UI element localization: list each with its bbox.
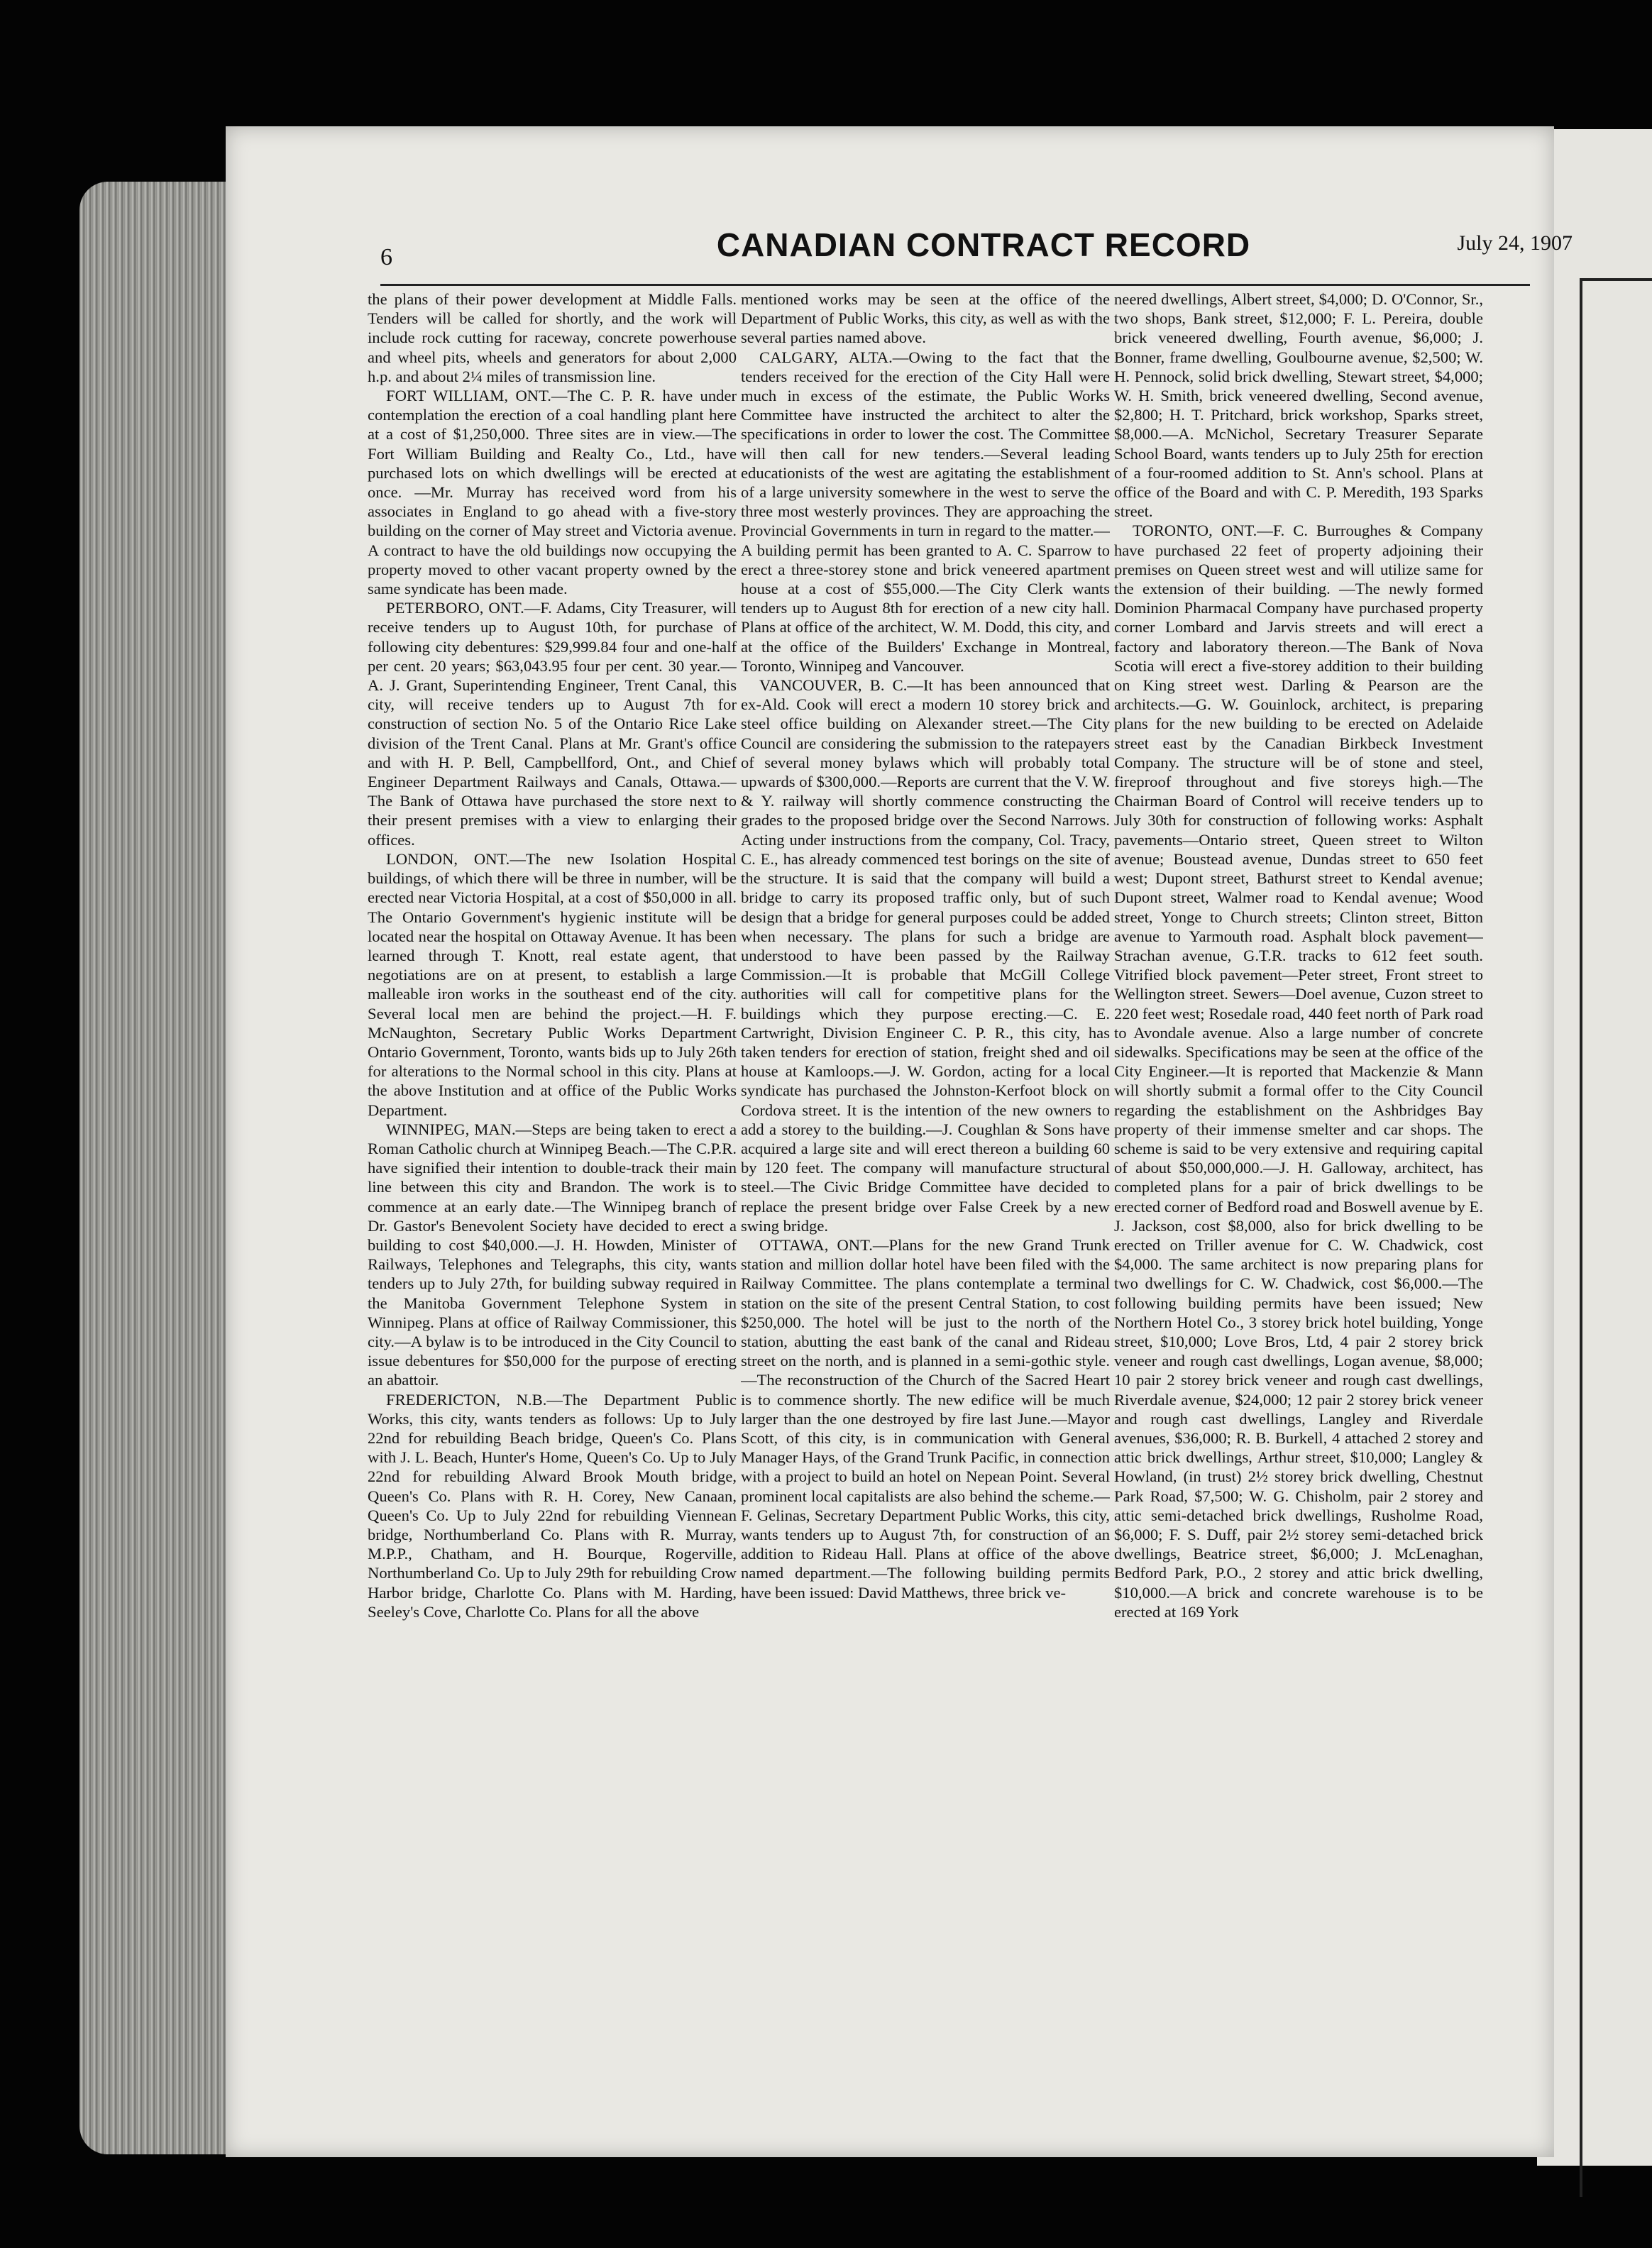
journal-title: CANADIAN CONTRACT RECORD — [716, 226, 1251, 263]
text-column-2 — [741, 290, 1110, 2120]
article-paragraph: CALGARY, ALTA.—Owing to the fact that the tenders received for the erection of the City Hall were much in excess of the estimate, the Public Works Committee have instructed the architect to alter the specifications in order to lower the cost. The Committee will then call for new tenders.—Several leading educationists of the west are agitating the establishment of a large university somewhere in the west to serve the three most westerly provinces. They are approaching the Provincial Governments in turn in regard to the matter.—A building permit has been granted to A. C. Sparrow to erect a three-storey stone and brick veneered apartment house at a cost of $55,000.—The City Clerk wants tenders up to August 8th for erection of a new city hall. Plans at office of the architect, W. M. Dodd, this city, and at the office of the Builders' Exchange in Montreal, Toronto, Winnipeg and Vancouver. — [741, 348, 1110, 675]
page-number: 6 — [380, 244, 392, 270]
issue-date: July 24, 1907 — [1457, 231, 1573, 255]
facing-page-edge — [1537, 129, 1652, 2166]
article-paragraph: OTTAWA, ONT.—Plans for the new Grand Trunk station and million dollar hotel have been filed with the Railway Committee. The plans contemplate a terminal station on the site of the present Central Station, to cost $250,000. The hotel will be just to the north of the station, abutting the east bank of the canal and Rideau street on the north, and is planned in a semi-gothic style.—The reconstruction of the Church of the Sacred Heart is to commence shortly. The new edifice will be much larger than the one destroyed by fire last June.—Mayor Scott, of this city, is in communication with General Manager Hays, of the Grand Trunk Pacific, in connection with a project to build an hotel on Nepean Point. Several prominent local capitalists are also behind the scheme.—F. Gelinas, Secretary Department Public Works, this city, wants tenders up to August 7th, for construction of an addition to Rideau Hall. Plans at office of the above named department.—The following building permits have been issued: David Matthews, three brick ve- — [741, 1235, 1110, 1602]
book-page-edges — [79, 182, 228, 2154]
document-page — [226, 126, 1573, 2157]
text-column-3 — [1114, 290, 1483, 2120]
article-paragraph: WINNIPEG, MAN.—Steps are being taken to erect a Roman Catholic church at Winnipeg Beach.—The C.P.R. have signified their intention to double-track their main line between this city and Brandon. The work is to commence at an early date.—The Winnipeg branch of Dr. Gastor's Benevolent Society have decided to erect a building to cost $40,000.—J. H. Howden, Minister of Railways, Telephones and Telegraphs, this city, wants tenders up to July 27th, for building subway required in the Manitoba Government Telephone System in Winnipeg. Plans at office of Railway Commissioner, this city.—A bylaw is to be introduced in the City Council to issue debentures for $50,000 for the purpose of erecting an abattoir. — [368, 1120, 737, 1389]
article-paragraph: neered dwellings, Albert street, $4,000; D. O'Connor, Sr., two shops, Bank street, $12,000; F. L. Pereira, double brick veneered dwelling, Fourth avenue, $6,000; J. Bonner, frame dwelling, Goulbourne avenue, $2,500; W. H. Pennock, solid brick dwelling, Stewart street, $4,000; W. H. Smith, brick veneered dwelling, Second avenue, $2,800; H. T. Pritchard, brick workshop, Sparks street, $8,000.—A. McNichol, Secretary Treasurer Separate School Board, wants tenders up to July 25th for erection of a four-roomed addition to St. Ann's school. Plans at office of the Board and with C. P. Meredith, 193 Sparks street. — [1114, 290, 1483, 521]
page-header — [380, 226, 1615, 282]
article-paragraph: the plans of their power development at Middle Falls. Tenders will be called for shortly, and the work will include rock cutting for raceway, concrete powerhouse and wheel pits, wheels and generators for about 2,000 h.p. and about 2¼ miles of transmission line. — [368, 290, 737, 385]
article-paragraph: FORT WILLIAM, ONT.—The C. P. R. have under contemplation the erection of a coal handling plant here at a cost of $1,250,000. Three sites are in view.—The Fort William Building and Realty Co., Ltd., have purchased lots on which dwellings will be erected at once. —Mr. Murray has received word from his associates in England to go ahead with a five-story building on the corner of May street and Victoria avenue. A contract to have the old buildings now occupying the property moved to other vacant property owned by the same syndicate has been made. — [368, 387, 737, 598]
facing-page-rule — [1580, 278, 1652, 2197]
article-paragraph: PETERBORO, ONT.—F. Adams, City Treasurer, will receive tenders up to August 10th, for purchase of following city debentures: $29,999.84 four and one-half per cent. 20 years; $63,043.95 four per cent. 30 year.—A. J. Grant, Superintending Engineer, Trent Canal, this city, will receive tenders up to August 7th for construction of section No. 5 of the Ontario Rice Lake division of the Trent Canal. Plans at Mr. Grant's office and with H. P. Bell, Campbellford, Ont., and Chief Engineer Department Railways and Canals, Ottawa.—The Bank of Ottawa have purchased the store next to their present premises with a view to enlarging their offices. — [368, 599, 737, 849]
article-paragraph: TORONTO, ONT.—F. C. Burroughes & Company have purchased 22 feet of property adjoining their premises on Queen street west and will utilize same for the extension of their building. —The newly formed Dominion Pharmacal Company have purchased property corner Lombard and Jarvis streets and will erect a factory and laboratory thereon.—The Bank of Nova Scotia will erect a five-storey addition to their building on King street west. Darling & Pearson are the architects.—G. W. Gouinlock, architect, is preparing plans for the new building to be erected on Adelaide street east by the Canadian Birkbeck Investment Company. The structure will be of stone and steel, fireproof throughout and five storeys high.—The Chairman Board of Control will receive tenders up to July 30th for construction of following works: Asphalt pavements—Ontario street, Queen street to Wilton avenue; Boustead avenue, Dundas street to 650 feet west; Dupont street, Bathurst street to Kendal avenue; Dupont street, Walmer road to Kendal avenue; Wood street, Yonge to Church streets; Clinton street, Bitton avenue to Yarmouth road. Asphalt block pavement—Strachan avenue, G.T.R. tracks to 612 feet south. Vitrified block pavement—Peter street, Front street to Wellington street. Sewers—Doel avenue, Cuzon street to 220 feet west; Rosedale road, 440 feet north of Park road to Avondale avenue. Also a large number of concrete sidewalks. Specifications may be seen at the office of the City Engineer.—It is reported that Mackenzie & Mann will shortly submit a formal offer to the City Council regarding the establishment on the Ashbridges Bay property of their immense smelter and car shops. The scheme is said to be very extensive and requiring capital of about $50,000,000.—J. H. Galloway, architect, has completed plans for a pair of brick dwellings to be erected corner of Bedford road and Boswell avenue by E. J. Jackson, cost $8,000, also for brick dwelling to be erected on Triller avenue for C. W. Chadwick, cost $4,000. The same architect is now preparing plans for two dwellings for C. W. Chadwick, cost $6,000.—The following building permits have been issued; New Northern Hotel Co., 3 storey brick hotel building, Yonge street, $10,000; Love Bros, Ltd, 4 pair 2 storey brick veneer and rough cast dwellings, Logan avenue, $8,000; 10 pair 2 storey brick veneer and rough cast dwellings, Riverdale avenue, $24,000; 12 pair 2 storey brick veneer and rough cast dwellings, Langley and Riverdale avenues, $36,000; R. B. Burkell, 4 attached 2 storey and attic brick dwellings, Arthur street, $10,000; Langley & Howland, (in trust) 2½ storey brick dwelling, Chestnut Park Road, $7,500; W. G. Chisholm, pair 2 storey and attic semi-detached brick dwellings, Rusholme Road, $6,000; F. S. Duff, pair 2½ storey semi-detached brick dwellings, Beatrice street, $6,000; J. McLenaghan, Bedford Park, P.O., 2 storey and attic brick dwelling, $10,000.—A brick and concrete warehouse is to be erected at 169 York — [1114, 522, 1483, 1621]
article-paragraph: VANCOUVER, B. C.—It has been announced that ex-Ald. Cook will erect a modern 10 storey brick and steel office building on Alexander street.—The City Council are considering the submission to the ratepayers of several money bylaws which will probably total upwards of $300,000.—Reports are current that the V. W. & Y. railway will shortly commence constructing the grades to the proposed bridge over the Second Narrows. Acting under instructions from the company, Col. Tracy, C. E., has already commenced test borings on the site of the structure. It is said that the company will build a bridge to carry its proposed traffic only, but of such design that a bridge for general purposes could be added when necessary. The plans for such a bridge are understood to have been passed by the Railway Commission.—It is probable that McGill College authorities will call for competitive plans for the buildings which they purpose erecting.—C. E. Cartwright, Division Engineer C. P. R., this city, has taken tenders for erection of station, freight shed and oil house at Kamloops.—J. W. Gordon, acting for a local syndicate has purchased the Johnston-Kerfoot block on Cordova street. It is the intention of the new owners to add a storey to the building.—J. Coughlan & Sons have acquired a large site and will erect thereon a building 60 by 120 feet. The company will manufacture structural steel.—The Civic Bridge Committee have decided to replace the present bridge over False Creek by a new swing bridge. — [741, 676, 1110, 1235]
article-paragraph: mentioned works may be seen at the office of the Department of Public Works, this city, as well as with the several parties named above. — [741, 290, 1110, 347]
text-column-1 — [368, 290, 737, 2120]
header-rule — [380, 284, 1530, 286]
article-paragraph: LONDON, ONT.—The new Isolation Hospital buildings, of which there will be three in number, will be erected near Victoria Hospital, at a cost of $50,000 in all. The Ontario Government's hygienic institute will be located near the hospital on Ottaway Avenue. It has been learned through T. Knott, real estate agent, that negotiations are on at present, to establish a large malleable iron works in the southeast end of the city. Several local men are behind the project.—H. F. McNaughton, Secretary Public Works Department Ontario Government, Toronto, wants bids up to July 26th for alterations to the Normal school in this city. Plans at the above Institution and at office of the Public Works Department. — [368, 849, 737, 1119]
article-paragraph: FREDERICTON, N.B.—The Department Public Works, this city, wants tenders as follows: Up to July 22nd for rebuilding Beach bridge, Queen's Co. Plans with J. L. Beach, Hunter's Home, Queen's Co. Up to July 22nd for rebuilding Alward Brook Mouth bridge, Queen's Co. Plans with R. H. Corey, New Canaan, Queen's Co. Up to July 22nd for rebuilding Viennean bridge, Northumberland Co. Plans with R. Murray, M.P.P., Chatham, and H. Bourque, Rogerville, Northumberland Co. Up to July 29th for rebuilding Crow Harbor bridge, Charlotte Co. Plans with M. Harding, Seeley's Cove, Charlotte Co. Plans for all the above — [368, 1390, 737, 1621]
